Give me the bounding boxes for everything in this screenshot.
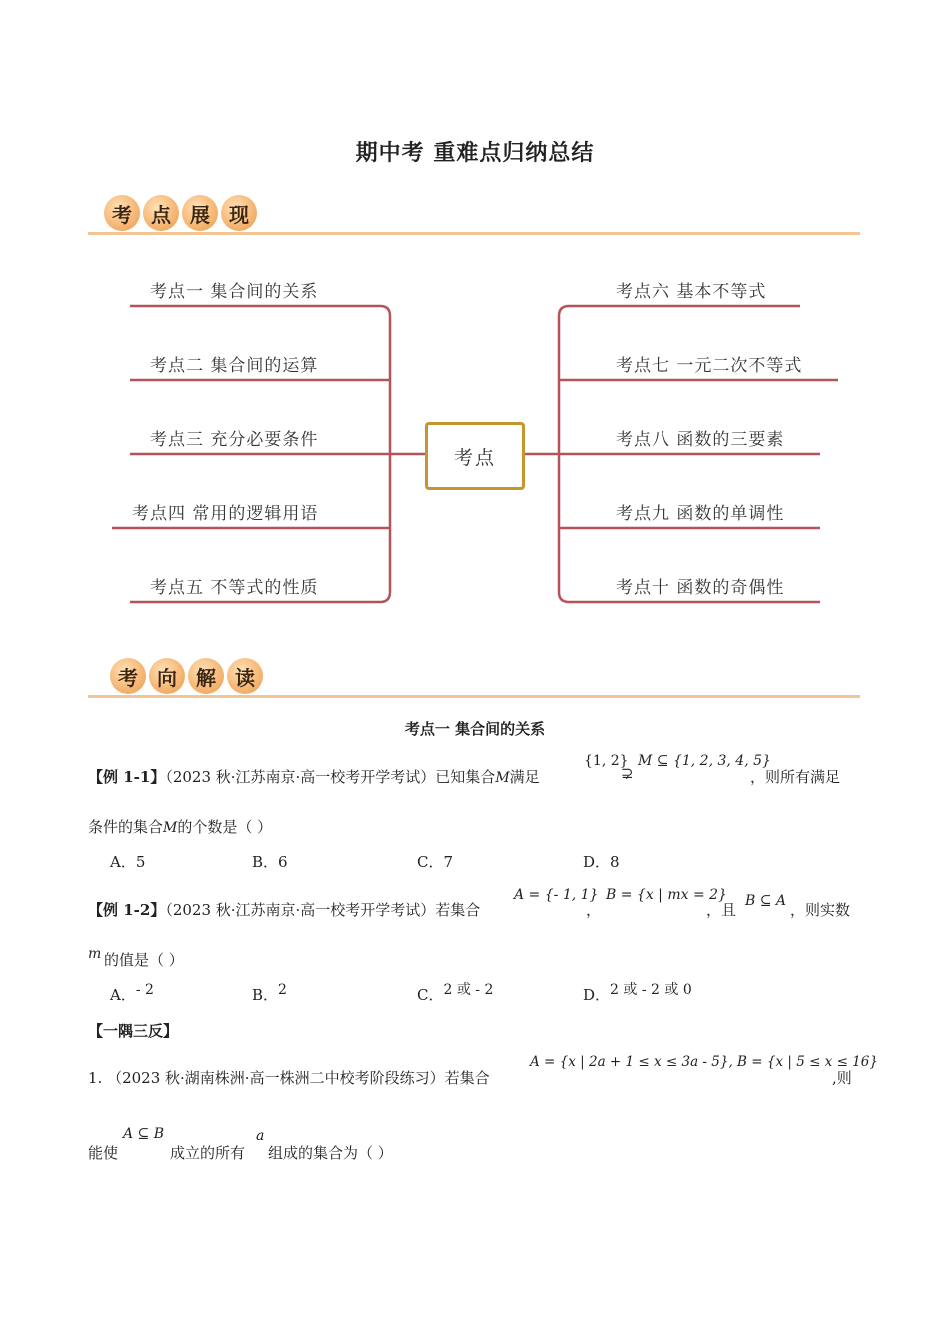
example-text: 满足 — [509, 768, 540, 786]
mindmap-node-kaodian-1: 考点一 集合间的关系 — [150, 282, 319, 302]
math-relation: M ⊆ {1, 2, 3, 4, 5} — [638, 753, 771, 769]
option-label: D． — [583, 986, 611, 1004]
question-number: 1. — [88, 1069, 103, 1087]
banner-char: 读 — [227, 658, 263, 694]
math-set-a: A = {- 1, 1} — [514, 887, 599, 903]
mindmap-node-kaodian-3: 考点三 充分必要条件 — [150, 430, 319, 450]
option-label: B． — [252, 986, 279, 1004]
math-sets: A = {x | 2a + 1 ≤ x ≤ 3a - 5}, B = {x | 5 ≤ x ≤ 16} — [530, 1054, 878, 1070]
option-d: D．8 — [583, 853, 620, 871]
mindmap-node-kaodian-8: 考点八 函数的三要素 — [616, 430, 785, 450]
banner-char: 现 — [221, 195, 257, 231]
mindmap-node-kaodian-9: 考点九 函数的单调性 — [616, 504, 785, 524]
question-source: （2023 秋·湖南株洲·高一株洲二中校考阶段练习）若集合 — [107, 1069, 490, 1087]
option-value: 2 — [278, 982, 287, 998]
question-text: 能使 — [88, 1144, 119, 1162]
example-text: 条件的集合 — [88, 818, 164, 836]
section-title: 考点一 集合间的关系 — [404, 720, 546, 738]
mindmap-node-kaodian-2: 考点二 集合间的运算 — [150, 356, 319, 376]
example-text: 的个数是（ ） — [177, 818, 273, 836]
banner-char: 考 — [104, 195, 140, 231]
example-source: （2023 秋·江苏南京·高一校考开学考试）若集合 — [165, 901, 481, 919]
example-1-1 — [88, 766, 540, 787]
option-value: 2 或 - 2 或 0 — [610, 982, 692, 998]
math-relation: A ⊆ B — [123, 1126, 165, 1142]
question-text: 成立的所有 — [170, 1144, 246, 1162]
math-set: {1, 2} — [584, 753, 629, 769]
banner-char: 点 — [143, 195, 179, 231]
mindmap-node-kaodian-7: 考点七 一元二次不等式 — [616, 356, 803, 376]
option-b — [252, 984, 287, 1005]
subsection-label: 【一隅三反】 — [88, 1022, 179, 1040]
question-1 — [88, 1067, 490, 1088]
question-text: ,则 — [832, 1069, 852, 1087]
example-source: （2023 秋·江苏南京·高一校考开学考试）已知集合 — [165, 768, 496, 786]
option-a: A．5 — [110, 853, 146, 871]
mindmap-node-kaodian-10: 考点十 函数的奇偶性 — [616, 578, 785, 598]
option-c — [417, 984, 493, 1005]
banner-kaodian-zhanxian — [104, 195, 274, 235]
option-b: B．6 — [252, 853, 288, 871]
option-c: C．7 — [417, 853, 454, 871]
math-set-b: B = {x | mx = 2} — [606, 887, 727, 903]
math-relation: B ⊆ A — [745, 893, 787, 909]
example-text: ，则实数 — [790, 901, 851, 919]
banner-char: 解 — [188, 658, 224, 694]
banner-divider — [88, 695, 860, 698]
option-label: A． — [110, 986, 136, 1004]
example-text: ， — [586, 901, 602, 919]
banner-divider — [88, 232, 860, 235]
math-var: m — [88, 946, 102, 962]
option-a — [110, 984, 154, 1005]
mindmap-node-kaodian-6: 考点六 基本不等式 — [616, 282, 767, 302]
banner-kaoxiang-jiedu — [110, 658, 280, 698]
option-value: - 2 — [135, 982, 154, 998]
math-operator: ⊋ — [621, 764, 634, 782]
option-value: 2 或 - 2 — [443, 982, 494, 998]
banner-char: 展 — [182, 195, 218, 231]
option-label: C． — [417, 986, 444, 1004]
example-tag: 【例 1-1】 — [88, 768, 166, 786]
math-var: a — [256, 1128, 265, 1144]
question-text: 组成的集合为（ ） — [268, 1144, 393, 1162]
example-text: 的值是（ ） — [104, 951, 184, 969]
example-line2 — [88, 816, 272, 837]
banner-char: 考 — [110, 658, 146, 694]
page-title: 期中考 重难点归纳总结 — [355, 141, 595, 166]
math-var: M — [163, 820, 178, 836]
mindmap-node-kaodian-4: 考点四 常用的逻辑用语 — [132, 504, 319, 524]
example-1-2 — [88, 899, 480, 920]
mindmap-center-node: 考点 — [425, 422, 525, 490]
example-text: ，且 — [706, 901, 737, 919]
example-text: ，则所有满足 — [750, 768, 841, 786]
mindmap-node-kaodian-5: 考点五 不等式的性质 — [150, 578, 319, 598]
banner-char: 向 — [149, 658, 185, 694]
example-tag: 【例 1-2】 — [88, 901, 166, 919]
option-d — [583, 984, 692, 1005]
math-var: M — [495, 770, 510, 786]
